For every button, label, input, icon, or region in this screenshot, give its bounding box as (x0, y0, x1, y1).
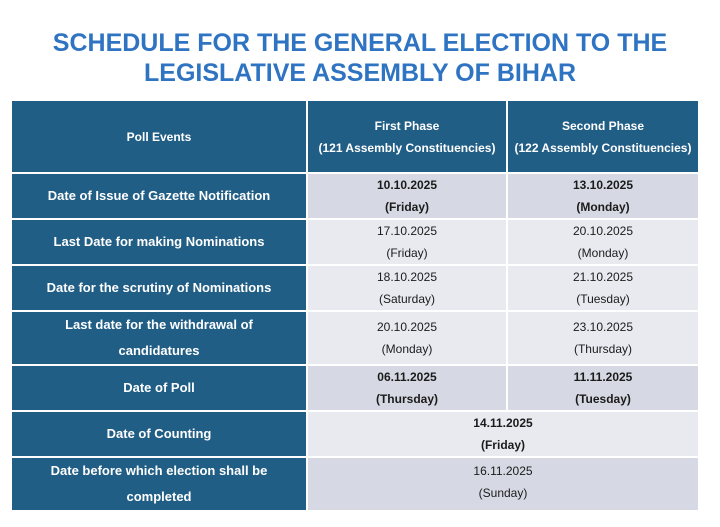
table-row (11, 265, 699, 311)
event-date-of-poll: Date of Poll (11, 365, 307, 411)
first-phase-constituencies: (121 Assembly Constituencies) (318, 140, 496, 155)
event-withdrawal-candidatures: Last date for the withdrawal of candidatures (11, 311, 307, 365)
page-title (0, 28, 720, 88)
event-scrutiny-nominations: Date for the scrutiny of Nominations (11, 265, 307, 311)
event-gazette-notification: Date of Issue of Gazette Notification (11, 173, 307, 219)
second-phase-cell: 13.10.2025 (Monday) (507, 173, 699, 219)
event-last-date-nominations: Last Date for making Nominations (11, 219, 307, 265)
title-line-1: SCHEDULE FOR THE GENERAL ELECTION TO THE (52, 29, 668, 57)
first-phase-cell: 17.10.2025 (Friday) (307, 219, 507, 265)
table-row (11, 219, 699, 265)
table-row (11, 411, 699, 457)
first-phase-cell: 20.10.2025 (Monday) (307, 311, 507, 365)
first-phase-cell: 18.10.2025 (Saturday) (307, 265, 507, 311)
second-phase-constituencies: (122 Assembly Constituencies) (514, 140, 692, 155)
first-phase-label: First Phase (374, 118, 440, 133)
combined-phase-cell: 14.11.2025 (Friday) (307, 411, 699, 457)
table-row (11, 173, 699, 219)
second-phase-cell: 21.10.2025 (Tuesday) (507, 265, 699, 311)
event-election-completion: Date before which election shall be completed (11, 457, 307, 511)
table-row (11, 311, 699, 365)
second-phase-cell: 20.10.2025 (Monday) (507, 219, 699, 265)
title-line-2: LEGISLATIVE ASSEMBLY OF BIHAR (144, 59, 576, 87)
second-phase-label: Second Phase (561, 118, 645, 133)
event-date-of-counting: Date of Counting (11, 411, 307, 457)
second-phase-cell: 23.10.2025 (Thursday) (507, 311, 699, 365)
header-first-phase (307, 100, 507, 173)
header-second-phase (507, 100, 699, 173)
header-poll-events: Poll Events (11, 100, 307, 173)
table-header-row (11, 100, 699, 173)
table-row (11, 457, 699, 511)
schedule-table (10, 99, 698, 504)
first-phase-cell: 06.11.2025 (Thursday) (307, 365, 507, 411)
second-phase-cell: 11.11.2025 (Tuesday) (507, 365, 699, 411)
combined-phase-cell: 16.11.2025 (Sunday) (307, 457, 699, 511)
first-phase-cell: 10.10.2025 (Friday) (307, 173, 507, 219)
table-row (11, 365, 699, 411)
